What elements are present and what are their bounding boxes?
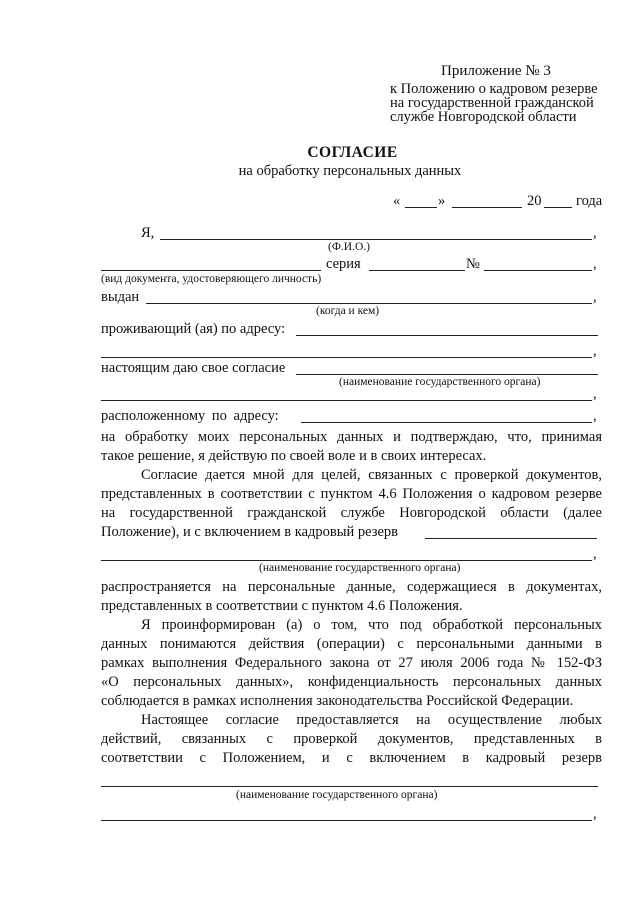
document-title: СОГЛАСИЕ [307, 144, 398, 161]
date-open-quote: « [393, 193, 401, 209]
body-line: такое решение, я действую по своей воле и в своих интересах. [101, 448, 487, 464]
date-year-blank[interactable] [544, 207, 572, 208]
appendix-line-3: службе Новгородской области [390, 109, 577, 125]
issued-label: выдан [101, 289, 140, 305]
comma: , [593, 289, 597, 305]
comma: , [593, 386, 597, 402]
consent-label: настоящим даю свое согласие [101, 360, 286, 376]
comma: , [593, 546, 597, 562]
body-line: на обработку моих персональных данных и подтверждаю, что, принимая [101, 429, 602, 445]
document-hint: (вид документа, удостоверяющего личность) [101, 273, 322, 285]
body-line: «О персональных данных», конфиденциальность персональных данных [101, 674, 602, 690]
address-field-2[interactable] [101, 357, 592, 358]
fio-hint: (Ф.И.О.) [328, 241, 370, 253]
body-line: соответствии с Положением, и с включением в кадровый резерв [101, 750, 602, 766]
date-day-blank[interactable] [405, 207, 437, 208]
final-org-field-2[interactable] [101, 820, 592, 821]
body-line: Настоящее согласие предоставляется на осуществление любых [141, 712, 602, 728]
body-line: распространяется на персональные данные, содержащиеся в документах, [101, 579, 602, 595]
body-line: Согласие дается мной для целей, связанных с проверкой документов, [141, 467, 602, 483]
series-field[interactable] [369, 270, 465, 271]
date-year-word: года [576, 193, 603, 209]
appendix-number: Приложение № 3 [441, 63, 551, 79]
consent-org-field[interactable] [296, 374, 598, 375]
date-close-quote: » [438, 193, 446, 209]
i-label: Я, [141, 225, 155, 241]
number-label: № [466, 256, 480, 272]
comma: , [593, 256, 597, 272]
org-hint: (наименование государственного органа) [339, 376, 541, 388]
comma: , [593, 343, 597, 359]
body-line: данных понимаются действия (операции) с персональными данными в [101, 636, 602, 652]
number-field[interactable] [484, 270, 592, 271]
body-line: соблюдается в рамках исполнения законодательства Российской Федерации. [101, 693, 574, 709]
series-label: серия [326, 256, 361, 272]
body-line: представленных в соответствии с пунктом 4.6 Положения о кадровом резерве [101, 486, 602, 502]
final-org-field[interactable] [101, 786, 598, 787]
address-label: проживающий (ая) по адресу: [101, 321, 286, 337]
reserve-org-field-2[interactable] [101, 560, 592, 561]
comma: , [593, 225, 597, 241]
body-line: Я проинформирован (а) о том, что под обработкой персональных [141, 617, 602, 633]
body-line: действий, связанных с проверкой документов, представленных в [101, 731, 602, 747]
comma: , [593, 806, 597, 822]
org-hint: (наименование государственного органа) [259, 562, 461, 574]
consent-org-field-2[interactable] [101, 400, 592, 401]
located-label: расположенному по адресу: [101, 408, 279, 424]
body-line: рамках выполнения Федерального закона от 27 июля 2006 года № 152-ФЗ [101, 655, 602, 671]
comma: , [593, 408, 597, 424]
date-year-prefix: 20 [527, 193, 542, 209]
reserve-org-field[interactable] [425, 538, 597, 539]
document-type-field[interactable] [101, 270, 321, 271]
issued-hint: (когда и кем) [316, 305, 380, 317]
appendix-line-2: на государственной гражданской [390, 95, 594, 111]
located-address-field[interactable] [301, 422, 592, 423]
body-line: представленных в соответствии с пунктом 4.6 Положения. [101, 598, 463, 614]
body-line: Положение), и с включением в кадровый резерв [101, 524, 398, 540]
issued-field[interactable] [146, 303, 592, 304]
body-line: на государственной гражданской службе Новгородской области (далее [101, 505, 602, 521]
address-field-1[interactable] [296, 335, 598, 336]
date-month-blank[interactable] [452, 207, 522, 208]
org-hint: (наименование государственного органа) [236, 789, 438, 801]
appendix-line-1: к Положению о кадровом резерве [390, 81, 598, 97]
fio-field[interactable] [160, 239, 592, 240]
document-subtitle: на обработку персональных данных [238, 163, 462, 179]
